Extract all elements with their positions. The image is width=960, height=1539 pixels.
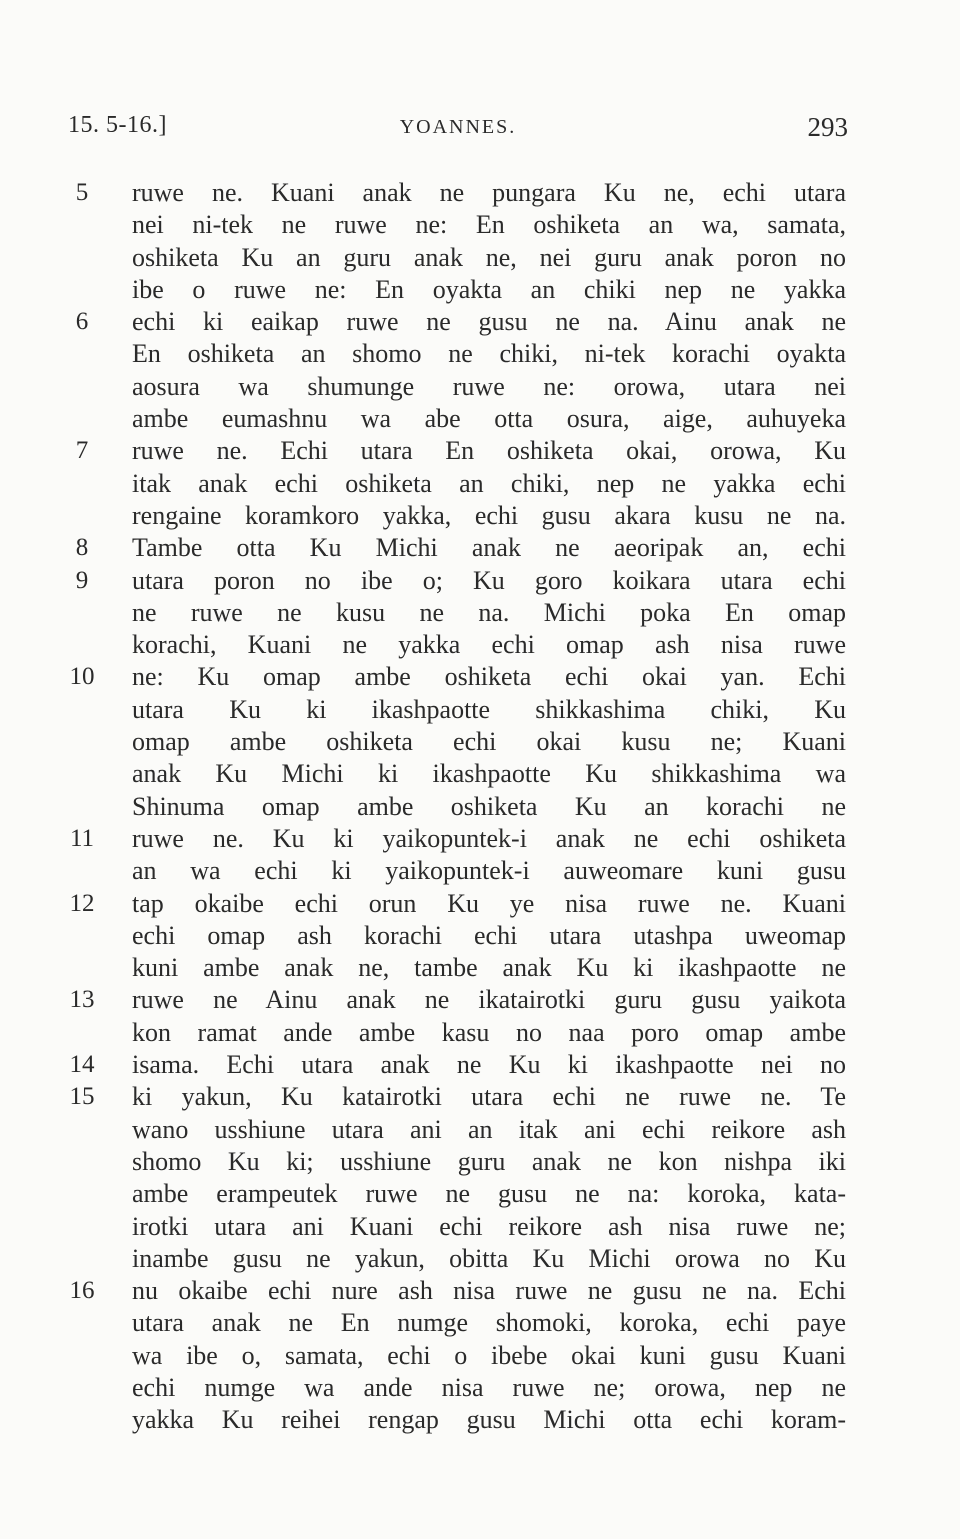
- line-text: kuni ambe anak ne, tambe anak Ku ki ikashpaotte ne: [132, 953, 846, 983]
- text-line: [60, 694, 860, 726]
- line-text: En oshiketa an shomo ne chiki, ni-tek korachi oyakta: [132, 339, 846, 369]
- line-text: irotki utara ani Kuani echi reikore ash nisa ruwe ne;: [132, 1211, 846, 1241]
- line-text: nei ni-tek ne ruwe ne: En oshiketa an wa, samata,: [132, 210, 846, 240]
- verse-number: 13: [69, 986, 95, 1014]
- verse-number: 8: [75, 534, 89, 562]
- text-line: [60, 1404, 860, 1436]
- line-text: echi ki eaikap ruwe ne gusu ne na. Ainu anak ne: [132, 307, 846, 337]
- line-text: an wa echi ki yaikopuntek-i auweomare kuni gusu: [132, 856, 846, 886]
- text-line: [60, 952, 860, 984]
- text-line: [60, 823, 860, 855]
- line-text: anak Ku Michi ki ikashpaotte Ku shikkashima wa: [132, 759, 846, 789]
- text-line: [60, 403, 860, 435]
- line-text: tap okaibe echi orun Ku ye nisa ruwe ne. Kuani: [132, 888, 846, 918]
- text-line: [60, 758, 860, 790]
- line-text: rengaine koramkoro yakka, echi gusu akara kusu ne na.: [132, 500, 846, 530]
- text-line: [60, 888, 860, 920]
- text-line: [60, 371, 860, 403]
- line-text: oshiketa Ku an guru anak ne, nei guru anak poron no: [132, 242, 846, 272]
- text-line: [60, 500, 860, 532]
- text-body: [60, 177, 860, 1437]
- line-text: ibe o ruwe ne: En oyakta an chiki nep ne yakka: [132, 274, 846, 304]
- text-line: [60, 209, 860, 241]
- line-text: omap ambe oshiketa echi okai kusu ne; Kuani: [132, 727, 846, 757]
- line-text: ne: Ku omap ambe oshiketa echi okai yan. Echi: [132, 662, 846, 692]
- verse-number: 7: [75, 437, 89, 465]
- line-text: ki yakun, Ku katairotki utara echi ne ruwe ne. Te: [132, 1082, 846, 1112]
- text-line: [60, 1211, 860, 1243]
- page-number: 293: [807, 112, 848, 142]
- page-header: [68, 112, 848, 152]
- line-text: shomo Ku ki; usshiune guru anak ne kon nishpa iki: [132, 1146, 846, 1176]
- line-text: Tambe otta Ku Michi anak ne aeoripak an, echi: [132, 533, 846, 563]
- text-line: [60, 629, 860, 661]
- line-text: ruwe ne. Ku ki yaikopuntek-i anak ne echi oshiketa: [132, 823, 846, 853]
- chapter-reference: 15. 5-16.]: [68, 112, 167, 138]
- text-line: [60, 1146, 860, 1178]
- text-line: [60, 532, 860, 564]
- text-line: [60, 1243, 860, 1275]
- line-text: kon ramat ande ambe kasu no naa poro omap ambe: [132, 1017, 846, 1047]
- text-line: [60, 1372, 860, 1404]
- text-line: [60, 1307, 860, 1339]
- text-line: [60, 920, 860, 952]
- line-text: wano usshiune utara ani an itak ani echi reikore ash: [132, 1114, 846, 1144]
- line-text: ruwe ne. Kuani anak ne pungara Ku ne, echi utara: [132, 178, 846, 207]
- line-text: echi numge wa ande nisa ruwe ne; orowa, nep ne: [132, 1372, 846, 1402]
- text-line: [60, 1017, 860, 1049]
- running-title: YOANNES.: [399, 116, 517, 138]
- line-text: yakka Ku reihei rengap gusu Michi otta echi koram-: [132, 1405, 846, 1435]
- line-text: nu okaibe echi nure ash nisa ruwe ne gusu ne na. Echi: [132, 1276, 846, 1306]
- line-text: ruwe ne. Echi utara En oshiketa okai, orowa, Ku: [132, 436, 846, 466]
- verse-number: 5: [75, 179, 89, 206]
- line-text: isama. Echi utara anak ne Ku ki ikashpaotte nei no: [132, 1050, 846, 1080]
- text-line: [60, 242, 860, 274]
- line-text: utara Ku ki ikashpaotte shikkashima chiki, Ku: [132, 694, 846, 724]
- line-text: ambe eumashnu wa abe otta osura, aige, auhuyeka: [132, 404, 846, 434]
- line-text: itak anak echi oshiketa an chiki, nep ne yakka echi: [132, 468, 846, 498]
- line-text: wa ibe o, samata, echi o ibebe okai kuni gusu Kuani: [132, 1340, 846, 1370]
- text-line: [60, 1049, 860, 1081]
- text-line: [60, 1275, 860, 1307]
- line-text: ruwe ne Ainu anak ne ikatairotki guru gusu yaikota: [132, 985, 846, 1015]
- text-line: [60, 1114, 860, 1146]
- line-text: echi omap ash korachi echi utara utashpa uweomap: [132, 920, 846, 950]
- text-line: [60, 791, 860, 823]
- line-text: inambe gusu ne yakun, obitta Ku Michi orowa no Ku: [132, 1243, 846, 1273]
- line-text: ambe erampeutek ruwe ne gusu ne na: koroka, kata-: [132, 1179, 846, 1209]
- text-line: [60, 338, 860, 370]
- text-line: [60, 565, 860, 597]
- verse-number: 11: [69, 824, 95, 852]
- text-line: [60, 177, 860, 209]
- line-text: korachi, Kuani ne yakka echi omap ash nisa ruwe: [132, 630, 846, 660]
- line-text: utara anak ne En numge shomoki, koroka, echi paye: [132, 1308, 846, 1338]
- verse-number: 9: [75, 566, 89, 594]
- text-line: [60, 1340, 860, 1372]
- line-text: utara poron no ibe o; Ku goro koikara utara echi: [132, 565, 846, 595]
- line-text: ne ruwe ne kusu ne na. Michi poka En omap: [132, 597, 846, 627]
- text-line: [60, 274, 860, 306]
- text-line: [60, 726, 860, 758]
- text-line: [60, 435, 860, 467]
- text-line: [60, 1178, 860, 1210]
- verse-number: 14: [69, 1051, 95, 1079]
- verse-number: 10: [69, 663, 95, 691]
- verse-number: 6: [75, 308, 89, 336]
- text-line: [60, 661, 860, 693]
- verse-number: 12: [69, 889, 95, 917]
- line-text: Shinuma omap ambe oshiketa Ku an korachi ne: [132, 791, 846, 821]
- text-line: [60, 468, 860, 500]
- text-line: [60, 306, 860, 338]
- text-line: [60, 597, 860, 629]
- line-text: aosura wa shumunge ruwe ne: orowa, utara nei: [132, 371, 846, 401]
- verse-number: 16: [69, 1277, 95, 1305]
- text-line: [60, 855, 860, 887]
- text-line: [60, 984, 860, 1016]
- verse-number: 15: [69, 1083, 95, 1111]
- text-line: [60, 1081, 860, 1113]
